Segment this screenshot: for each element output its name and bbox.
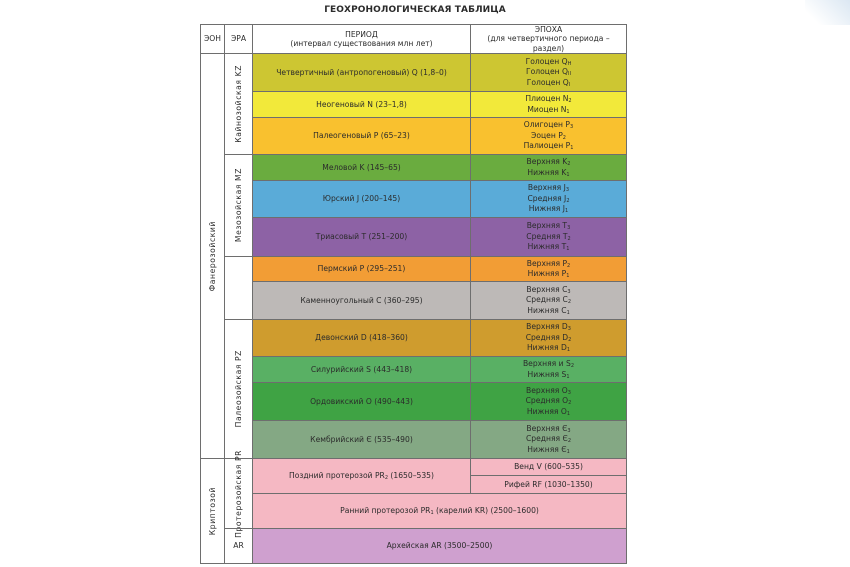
period-cell xyxy=(252,53,471,92)
header-era: ЭРА xyxy=(224,24,253,54)
epoch-item: Нижняя $K_1$ xyxy=(527,167,570,178)
epoch-cell xyxy=(470,217,627,257)
period-cell xyxy=(252,91,471,118)
epoch-item: Средняя $O_2$ xyxy=(525,396,572,407)
period-name: Четвертичный (антропогеновый) Q (1,8–0) xyxy=(276,67,447,77)
epoch-item: Нижняя $C_1$ xyxy=(527,305,570,316)
period-cell xyxy=(252,382,471,421)
epoch-cell xyxy=(470,117,627,155)
period-name: Неогеновый N (23–1,8) xyxy=(316,99,407,109)
epoch-item: Нижняя $O_1$ xyxy=(526,406,571,417)
epoch-item: Верхняя $J_3$ xyxy=(527,183,570,194)
period-cell xyxy=(252,180,471,218)
epoch-item: Голоцен $Q_H$ xyxy=(525,56,572,67)
epoch-cell xyxy=(470,256,627,282)
period-late-proterozoic: Поздний протерозой $PR_2$ (1650–535) xyxy=(252,458,471,494)
epoch-item: Верхняя $T_3$ xyxy=(526,221,571,232)
era-cenozoic: Кайнозойская KZ xyxy=(224,53,253,155)
epoch-item: Нижняя $Є_1$ xyxy=(527,444,570,455)
epoch-item: Средняя $T_2$ xyxy=(526,231,571,242)
epoch-vend: Венд V (600–535) xyxy=(470,458,627,476)
epoch-item: Верхняя $C_3$ xyxy=(526,284,571,295)
corner-watermark xyxy=(805,0,850,25)
period-early-proterozoic: Ранний протерозой $PR_1$ (карелий KR) (2500–1600) xyxy=(252,493,627,529)
period-cell xyxy=(252,420,471,459)
header-eon: ЭОН xyxy=(200,24,225,54)
epoch-item: Средняя $D_2$ xyxy=(525,332,572,343)
period-name: Пермский P (295–251) xyxy=(317,264,406,274)
header-epoch: ЭПОХА (для четвертичного периода – раздел) xyxy=(470,24,627,54)
period-name: Девонский D (418–360) xyxy=(315,333,408,343)
epoch-item: Нижняя $T_1$ xyxy=(527,242,570,253)
epoch-cell xyxy=(470,319,627,357)
epoch-item: Верхняя $P_2$ xyxy=(526,258,571,269)
epoch-item: Плиоцен $N_2$ xyxy=(525,94,572,105)
period-name: Юрский J (200–145) xyxy=(322,194,401,204)
eon-cryptozoic: Криптозой xyxy=(200,458,225,564)
period-cell xyxy=(252,256,471,282)
epoch-item: Верхняя и $S_2$ xyxy=(522,359,575,370)
period-name: Палеогеновый P (65–23) xyxy=(313,131,410,141)
epoch-cell xyxy=(470,154,627,181)
epoch-cell xyxy=(470,420,627,459)
era-paleozoic: Палеозойская PZ xyxy=(224,319,253,459)
table-title: ГЕОХРОНОЛОГИЧЕСКАЯ ТАБЛИЦА xyxy=(324,5,506,15)
epoch-item: Верхняя $D_3$ xyxy=(526,322,571,333)
period-cell xyxy=(252,117,471,155)
epoch-item: Голоцен $Q_I$ xyxy=(526,77,571,88)
epoch-riphean: Рифей RF (1030–1350) xyxy=(470,475,627,494)
period-archean: Архейская AR (3500–2500) xyxy=(252,528,627,564)
era-gap xyxy=(224,256,253,320)
epoch-item: Нижняя $J_1$ xyxy=(528,204,569,215)
period-name: Силурийский S (443–418) xyxy=(310,364,413,374)
period-cell xyxy=(252,281,471,320)
epoch-item: Нижняя $P_1$ xyxy=(527,269,570,279)
epoch-item: Эоцен $P_2$ xyxy=(531,130,566,141)
period-cell xyxy=(252,154,471,181)
epoch-item: Голоцен $Q_{II}$ xyxy=(526,67,571,78)
period-name: Кембрийский Є (535–490) xyxy=(310,434,413,444)
epoch-item: Верхняя $Є_3$ xyxy=(526,423,571,434)
epoch-item: Верхняя $K_2$ xyxy=(526,157,571,168)
epoch-cell xyxy=(470,382,627,421)
epoch-item: Миоцен $N_1$ xyxy=(527,104,570,115)
era-proterozoic: Протерозойская PR xyxy=(224,458,253,529)
era-archean: AR xyxy=(224,528,253,564)
period-name: Триасовый T (251–200) xyxy=(315,232,408,242)
epoch-item: Средняя $J_2$ xyxy=(527,193,570,204)
period-cell xyxy=(252,319,471,357)
epoch-item: Нижняя $S_1$ xyxy=(527,369,570,380)
epoch-cell xyxy=(470,356,627,383)
epoch-item: Средняя $C_2$ xyxy=(525,295,572,306)
period-cell xyxy=(252,217,471,257)
period-cell xyxy=(252,356,471,383)
period-name: Меловой K (145–65) xyxy=(322,162,401,172)
epoch-item: Верхняя $O_3$ xyxy=(526,385,571,396)
epoch-item: Палиоцен $P_1$ xyxy=(523,141,574,152)
eon-phanerozoic: Фанерозойский xyxy=(200,53,225,459)
epoch-cell xyxy=(470,91,627,118)
epoch-cell xyxy=(470,281,627,320)
epoch-cell xyxy=(470,180,627,218)
era-mesozoic: Мезозойская MZ xyxy=(224,154,253,257)
period-name: Каменноугольный C (360–295) xyxy=(300,295,423,305)
header-period: ПЕРИОД (интервал существования млн лет) xyxy=(252,24,471,54)
epoch-cell xyxy=(470,53,627,92)
period-name: Ордовикский O (490–443) xyxy=(310,396,413,406)
epoch-item: Олигоцен $P_3$ xyxy=(523,120,574,131)
epoch-item: Средняя $Є_2$ xyxy=(525,434,572,445)
epoch-item: Нижняя $D_1$ xyxy=(526,343,571,354)
